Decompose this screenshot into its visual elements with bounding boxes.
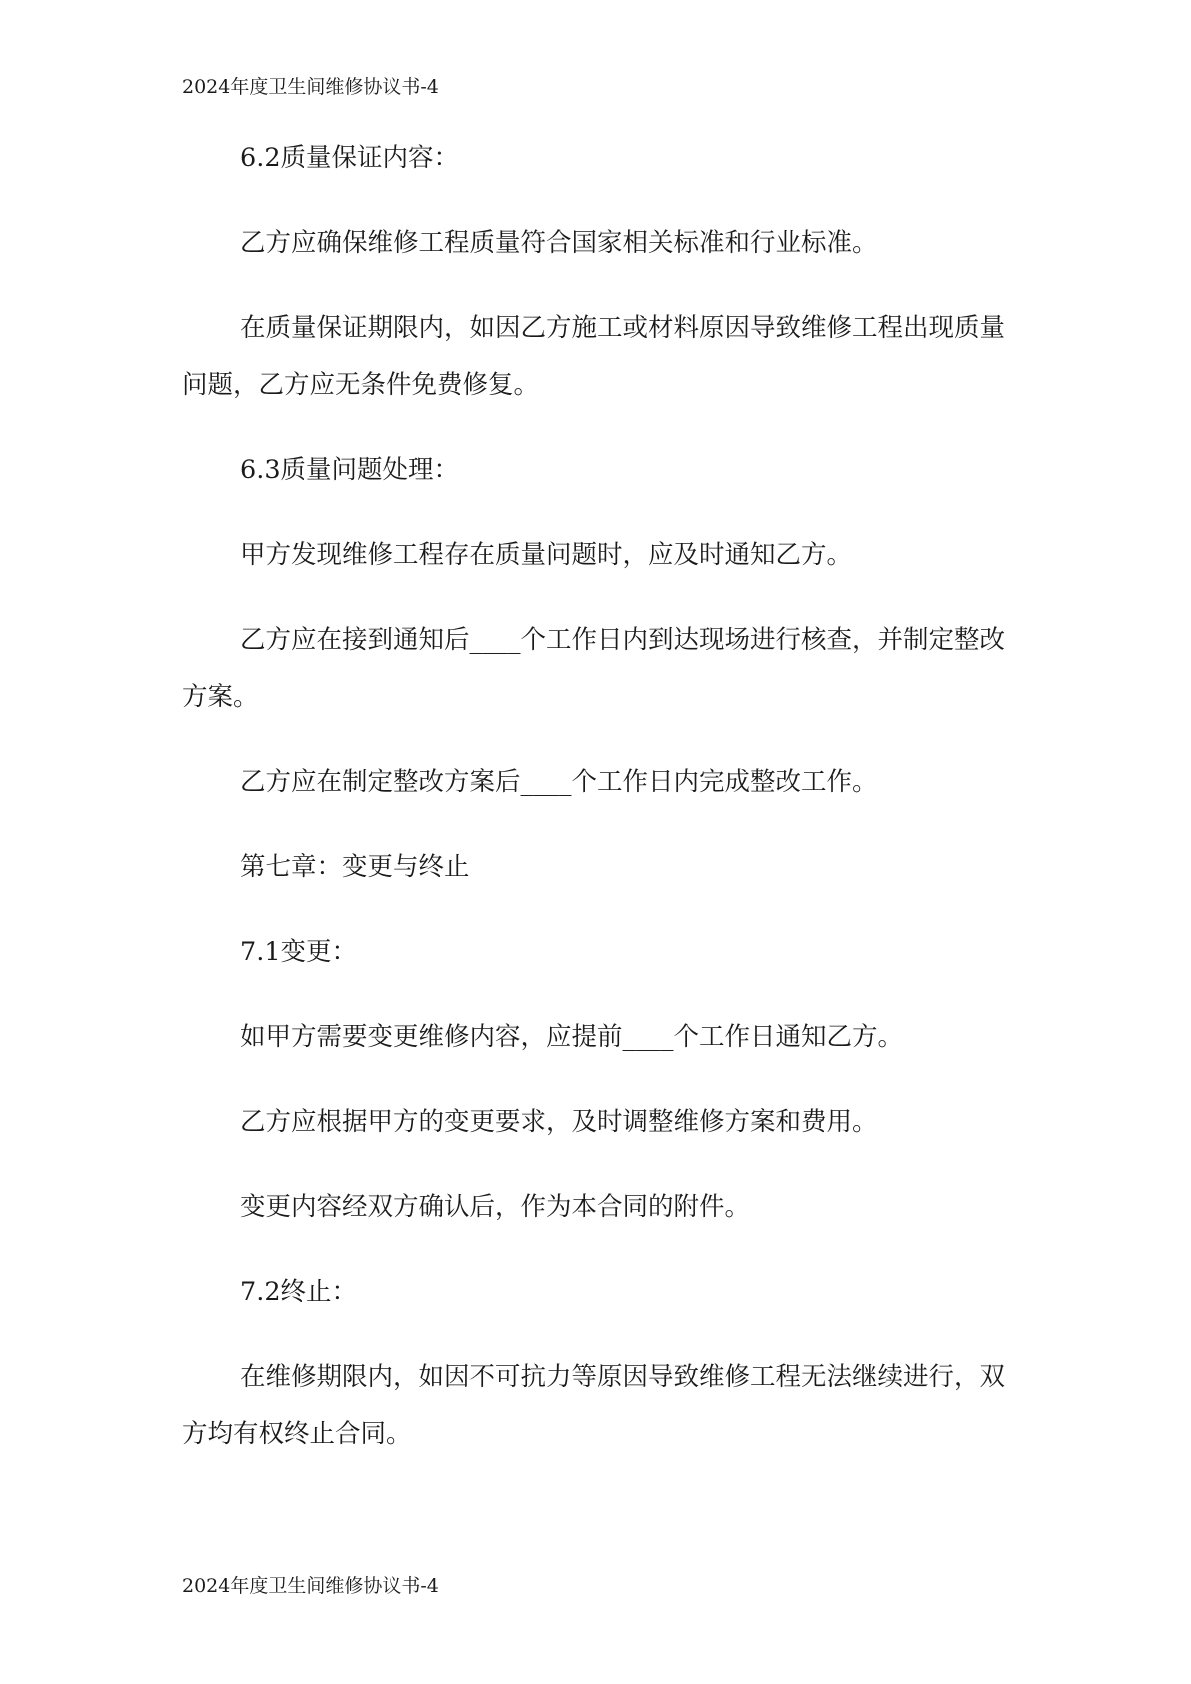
section-heading-6-2: 6.2质量保证内容： [240, 143, 460, 173]
paragraph: 乙方应在制定整改方案后____个工作日内完成整改工作。 [240, 767, 878, 797]
section-heading-7-2: 7.2终止： [240, 1277, 358, 1307]
paragraph: 在维修期限内，如因不可抗力等原因导致维修工程无法继续进行，双方均有权终止合同。 [182, 1362, 1006, 1449]
paragraph: 甲方发现维修工程存在质量问题时，应及时通知乙方。 [240, 540, 853, 570]
section-heading-6-3: 6.3质量问题处理： [240, 455, 460, 485]
paragraph: 在质量保证期限内，如因乙方施工或材料原因导致维修工程出现质量问题，乙方应无条件免费修复。 [182, 313, 1006, 400]
paragraph: 如甲方需要变更维修内容，应提前____个工作日通知乙方。 [240, 1022, 904, 1052]
section-heading-7-1: 7.1变更： [240, 937, 358, 967]
running-footer: 2024年度卫生间维修协议书-4 [182, 1575, 439, 1597]
running-header: 2024年度卫生间维修协议书-4 [182, 76, 439, 98]
document-body [182, 130, 1012, 1491]
paragraph: 乙方应根据甲方的变更要求，及时调整维修方案和费用。 [240, 1107, 878, 1137]
paragraph: 乙方应确保维修工程质量符合国家相关标准和行业标准。 [240, 228, 878, 258]
paragraph: 乙方应在接到通知后____个工作日内到达现场进行核查，并制定整改方案。 [182, 625, 1006, 712]
chapter-heading-7: 第七章：变更与终止 [240, 852, 470, 882]
paragraph: 变更内容经双方确认后，作为本合同的附件。 [240, 1192, 751, 1222]
